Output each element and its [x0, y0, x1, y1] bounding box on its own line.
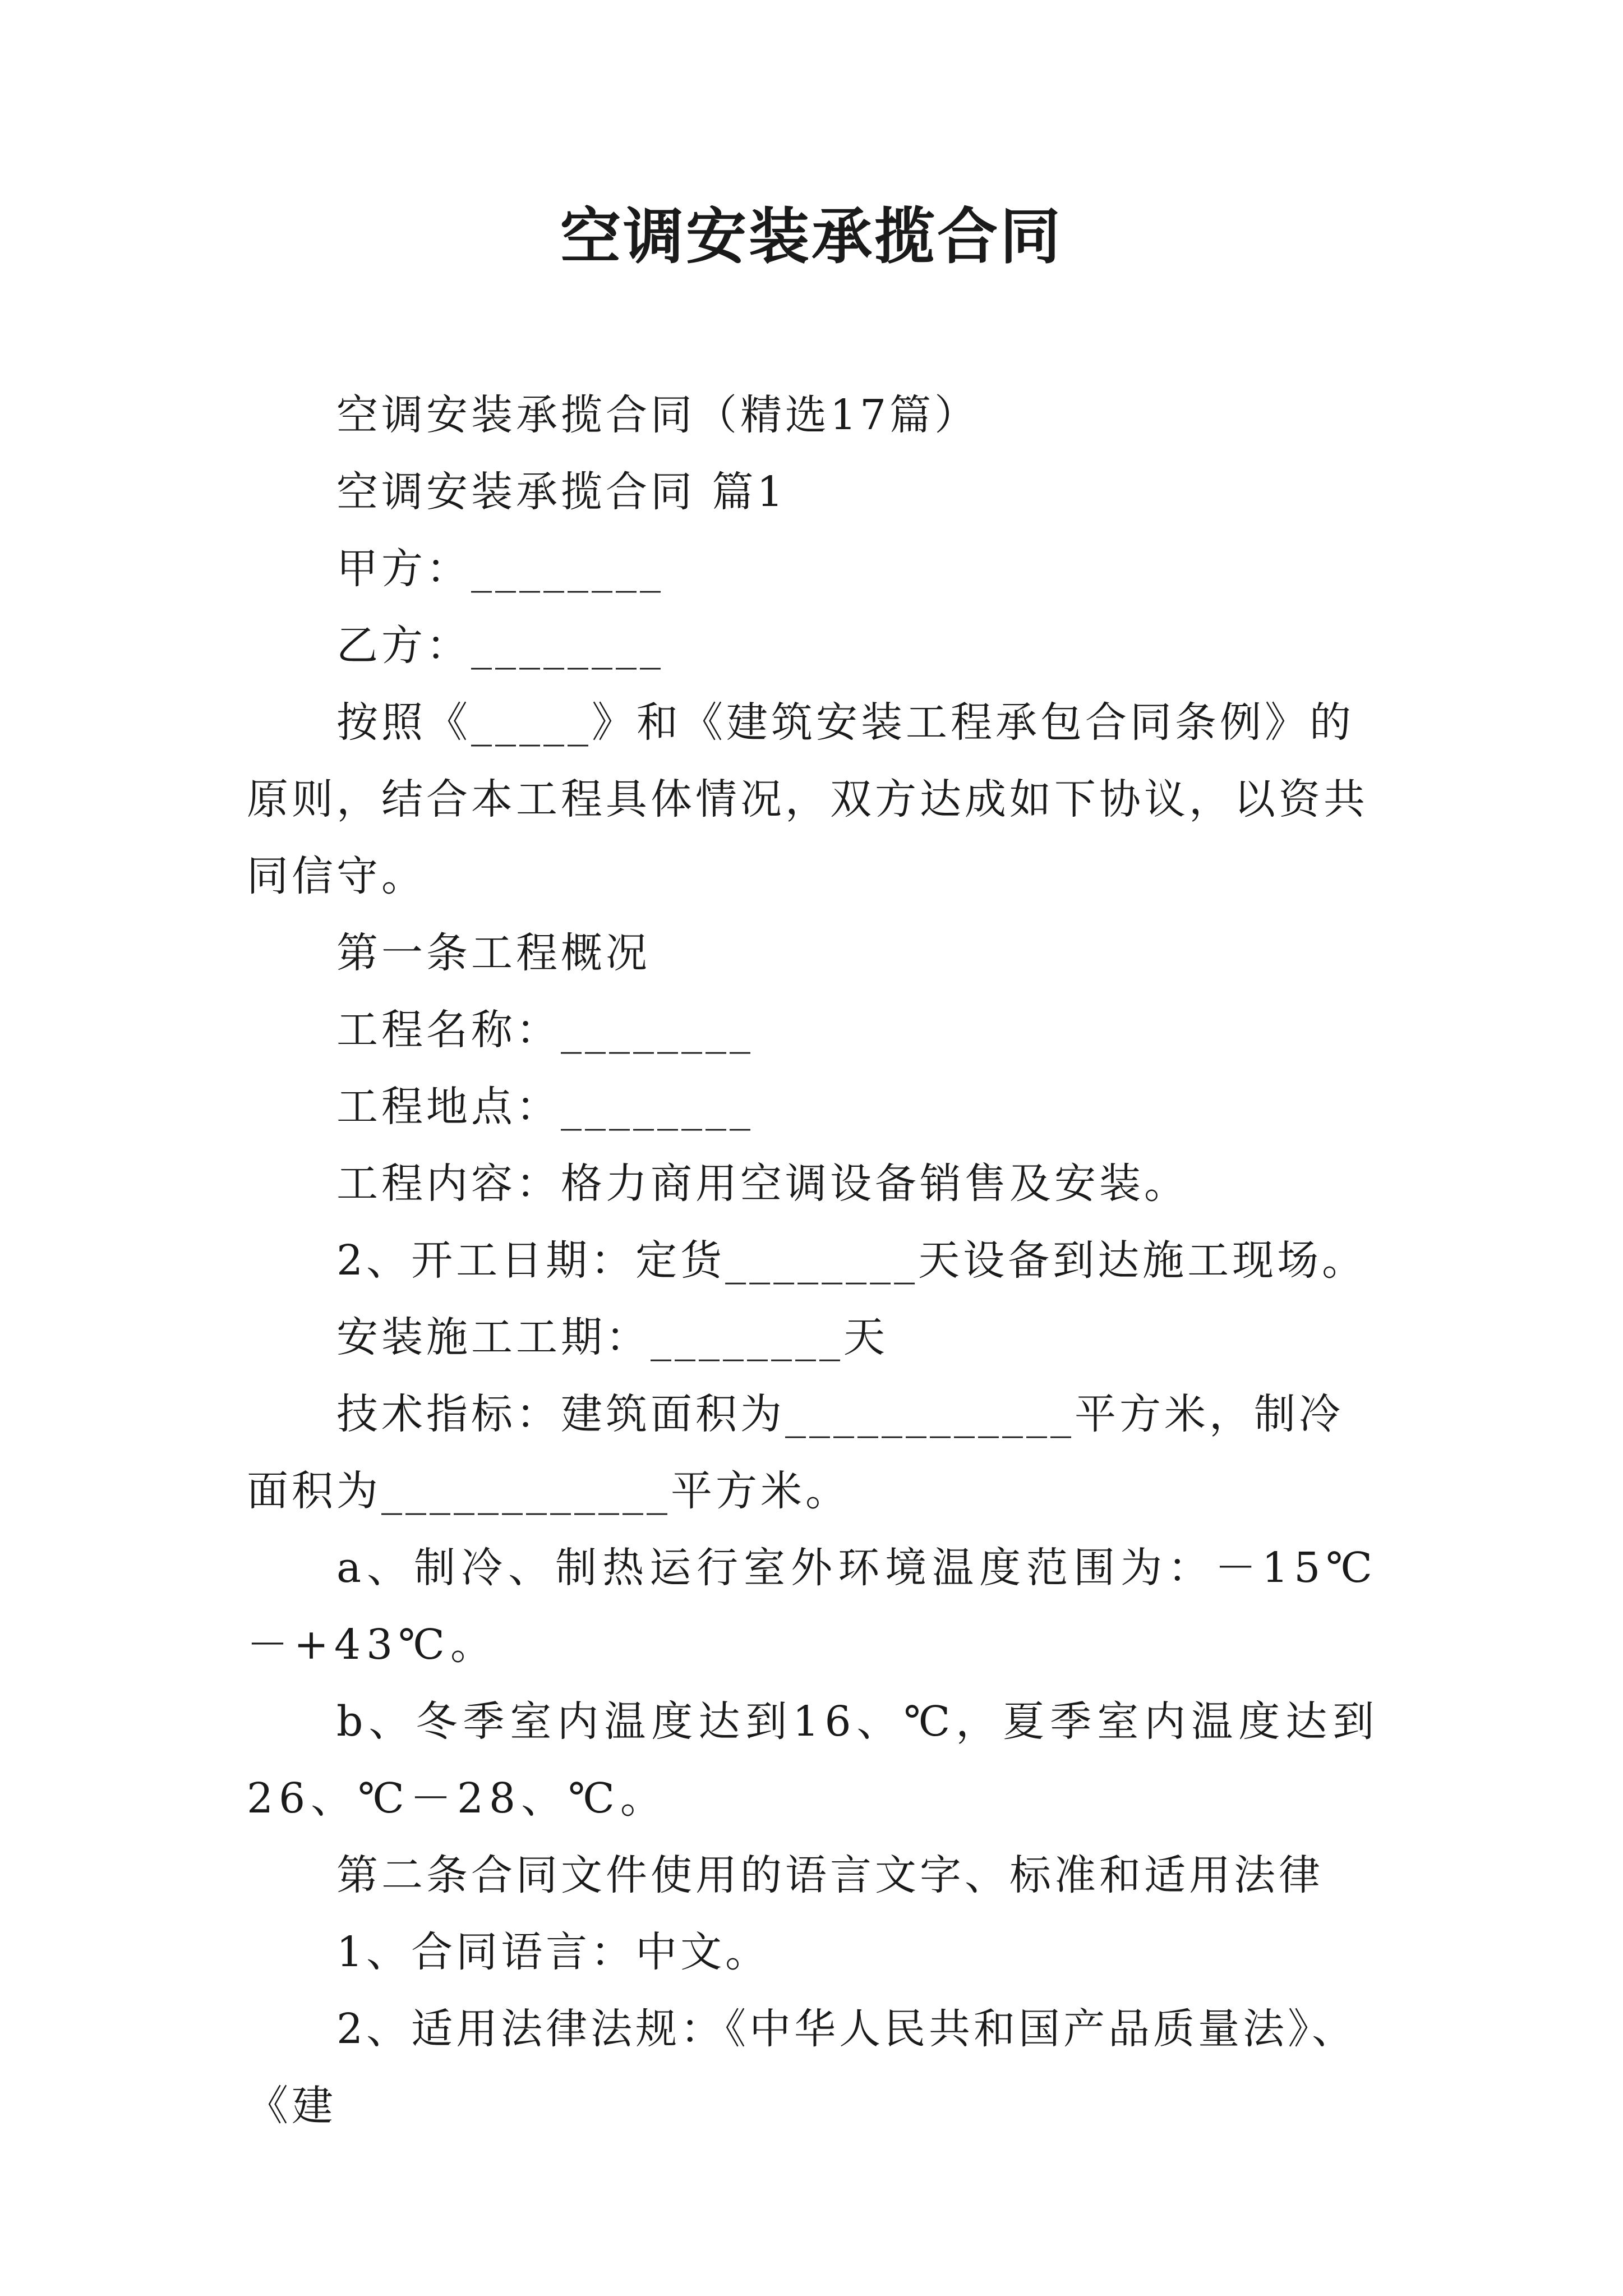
paragraph-party-b: 乙方：________	[336, 622, 664, 670]
paragraph-outdoor-temp: a、制冷、制热运行室外环境温度范围为：－15℃－+43℃。	[247, 1544, 1378, 1669]
paragraph-indoor-temp: b、冬季室内温度达到16、℃，夏季室内温度达到26、℃－28、℃。	[247, 1697, 1380, 1823]
paragraph-project-location: 工程地点：________	[336, 1083, 754, 1131]
paragraph-section-heading: 空调安装承揽合同 篇1	[336, 468, 787, 516]
paragraph-project-content: 工程内容：格力商用空调设备销售及安装。	[336, 1159, 1189, 1208]
paragraph-install-period: 安装施工工期：________天	[336, 1313, 888, 1361]
paragraph-tech-index: 技术指标：建筑面积为____________平方米，制冷面积为____________平方米。	[247, 1390, 1344, 1515]
paragraph-party-a: 甲方：________	[336, 545, 664, 593]
paragraph-article-2: 第二条合同文件使用的语言文字、标准和适用法律	[336, 1851, 1324, 1899]
paragraph-article-1: 第一条工程概况	[336, 929, 651, 977]
paragraph-applicable-law: 2、适用法律法规：《中华人民共和国产品质量法》、《建	[247, 2005, 1357, 2130]
paragraph-start-date: 2、开工日期：定货________天设备到达施工现场。	[336, 1236, 1367, 1285]
paragraph-preamble: 按照《_____》和《建筑安装工程承包合同条例》的原则，结合本工程具体情况，双方达成如下协议，以资共同信守。	[247, 698, 1368, 900]
paragraph-subtitle: 空调安装承揽合同（精选17篇）	[336, 391, 980, 439]
document-title: 空调安装承揽合同	[560, 201, 1063, 272]
paragraph-contract-language: 1、合同语言：中文。	[336, 1928, 771, 1976]
document-body	[247, 377, 1385, 2145]
paragraph-project-name: 工程名称：________	[336, 1006, 754, 1054]
